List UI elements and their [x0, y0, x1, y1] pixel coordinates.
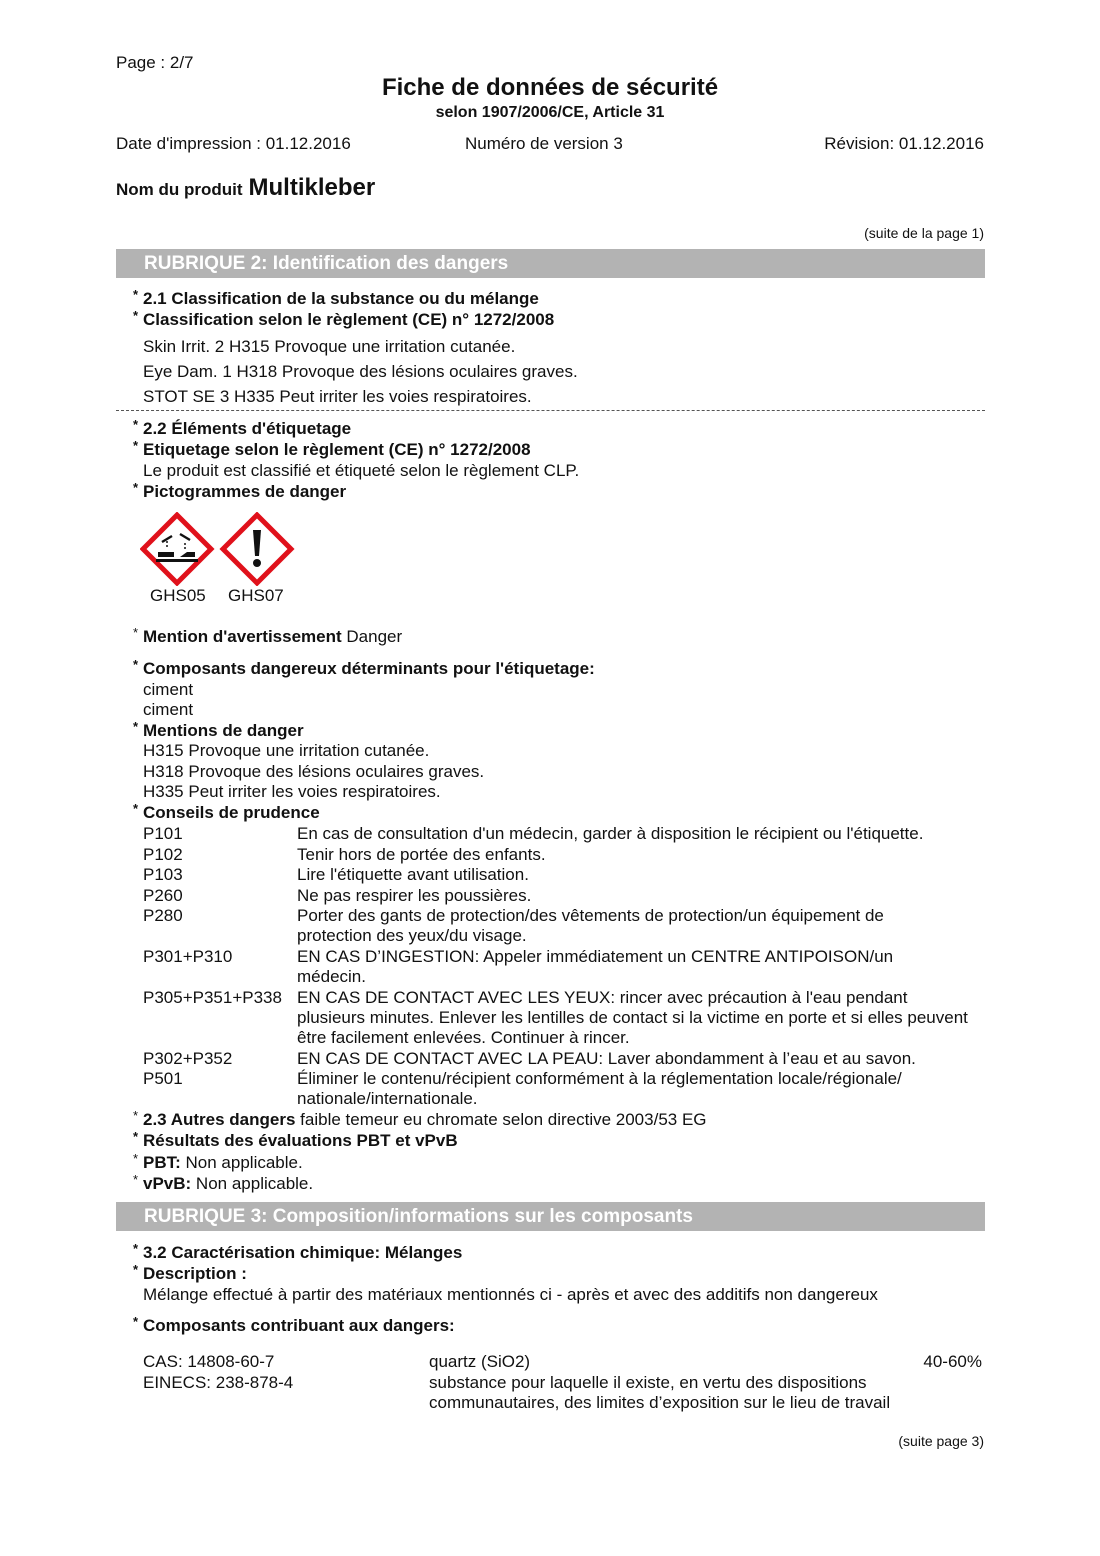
document-subtitle: selon 1907/2006/CE, Article 31: [435, 104, 665, 121]
section-2-header: RUBRIQUE 2: Identification des dangers: [116, 249, 985, 278]
concentration-range: 40-60%: [923, 1352, 982, 1371]
heading-classification: * Classification selon le règlement (CE) n° 1272/2008: [133, 308, 555, 329]
precaution-text: EN CAS DE CONTACT AVEC LES YEUX: rincer avec précaution à l'eau pendant plusieurs minutes. Enlever les lentilles de contact si la victime en porte et si elles peuvent être facilement enlevées. Continuer à rincer.: [297, 988, 968, 1047]
pictogram-label-ghs07: GHS07: [228, 586, 284, 605]
product-label: Nom du produit: [116, 180, 243, 199]
mixture-description: Mélange effectué à partir des matériaux mentionnés ci - après et avec des additifs non dangereux: [143, 1285, 878, 1304]
precaution-text: Tenir hors de portée des enfants.: [297, 845, 546, 864]
component-item: ciment: [143, 700, 194, 719]
heading-3-2: * 3.2 Caractérisation chimique: Mélanges: [133, 1241, 463, 1262]
heading-components: * Composants dangereux déterminants pour l'étiquetage:: [133, 657, 595, 678]
vpvb-row: * vPvB: Non applicable.: [133, 1172, 314, 1193]
ghs05-corrosion-icon: [143, 515, 211, 583]
section-3-header: RUBRIQUE 3: Composition/informations sur les composants: [116, 1202, 985, 1231]
continued-to: (suite page 3): [898, 1433, 984, 1449]
hazard-pictograms: [140, 512, 296, 586]
precaution-code: P103: [143, 865, 183, 884]
hazard-statement: H318 Provoque des lésions oculaires graves.: [143, 762, 485, 781]
hazard-statement: H335 Peut irriter les voies respiratoires.: [143, 782, 441, 801]
heading-pictograms: * Pictogrammes de danger: [133, 480, 347, 501]
heading-labelling: * Etiquetage selon le règlement (CE) n° 1272/2008: [133, 438, 531, 459]
heading-pbt-results: * Résultats des évaluations PBT et vPvB: [133, 1129, 458, 1150]
precaution-code: P302+P352: [143, 1049, 233, 1068]
clp-statement: Le produit est classifié et étiqueté selon le règlement CLP.: [143, 461, 580, 480]
einecs-number: EINECS: 238-878-4: [143, 1373, 294, 1392]
precaution-text: En cas de consultation d'un médecin, garder à disposition le récipient ou l'étiquette.: [297, 824, 924, 843]
revision-date: Révision: 01.12.2016: [824, 134, 984, 153]
document-title: Fiche de données de sécurité: [381, 74, 719, 101]
component-item: ciment: [143, 680, 194, 699]
classification-item: Skin Irrit. 2 H315 Provoque une irritation cutanée.: [143, 337, 516, 356]
product-name: Multikleber: [248, 174, 376, 201]
precaution-text: Ne pas respirer les poussières.: [297, 886, 532, 905]
signal-word-row: * Mention d'avertissement Danger: [133, 625, 403, 646]
precaution-code: P101: [143, 824, 183, 843]
heading-hazard-statements: * Mentions de danger: [133, 719, 304, 740]
heading-2-2: * 2.2 Éléments d'étiquetage: [133, 417, 352, 438]
ghs07-exclamation-icon: [223, 515, 291, 583]
hazard-statement: H315 Provoque une irritation cutanée.: [143, 741, 430, 760]
precaution-code: P260: [143, 886, 183, 905]
precaution-text: Lire l'étiquette avant utilisation.: [297, 865, 529, 884]
pictogram-label-ghs05: GHS05: [150, 586, 206, 605]
heading-2-1: * 2.1 Classification de la substance ou du mélange: [133, 287, 539, 308]
version-number: Numéro de version 3: [465, 134, 623, 153]
page-number: Page : 2/7: [116, 53, 194, 72]
precaution-code: P301+P310: [143, 947, 233, 966]
precaution-text: Porter des gants de protection/des vêtements de protection/un équipement de protection des yeux/du visage.: [297, 906, 884, 945]
substance-name: quartz (SiO2): [429, 1352, 531, 1371]
cas-number: CAS: 14808-60-7: [143, 1352, 275, 1371]
precaution-text: Éliminer le contenu/récipient conformément à la réglementation locale/régionale/ nationale/internationale.: [297, 1069, 902, 1108]
section-divider: [116, 410, 985, 411]
precaution-code: P305+P351+P338: [143, 988, 282, 1007]
precaution-code: P501: [143, 1069, 183, 1088]
pbt-row: * PBT: Non applicable.: [133, 1151, 303, 1172]
heading-contributing-components: * Composants contribuant aux dangers:: [133, 1314, 455, 1335]
precaution-code: P280: [143, 906, 183, 925]
heading-precautions: * Conseils de prudence: [133, 801, 320, 822]
signal-word: Danger: [346, 627, 403, 646]
precaution-code: P102: [143, 845, 183, 864]
print-date: Date d'impression : 01.12.2016: [116, 134, 351, 153]
classification-item: Eye Dam. 1 H318 Provoque des lésions oculaires graves.: [143, 362, 578, 381]
precaution-text: EN CAS DE CONTACT AVEC LA PEAU: Laver abondamment à l’eau et au savon.: [297, 1049, 916, 1068]
precaution-text: EN CAS D’INGESTION: Appeler immédiatement un CENTRE ANTIPOISON/un médecin.: [297, 947, 894, 986]
continued-from: (suite de la page 1): [864, 225, 984, 241]
substance-note: substance pour laquelle il existe, en vertu des dispositions communautaires, des limites d’exposition sur le lieu de travail: [429, 1373, 891, 1412]
heading-description: * Description :: [133, 1262, 247, 1283]
product-name-row: [116, 174, 375, 202]
other-hazards-row: * 2.3 Autres dangers faible temeur eu chromate selon directive 2003/53 EG: [133, 1108, 707, 1129]
classification-item: STOT SE 3 H335 Peut irriter les voies respiratoires.: [143, 387, 532, 406]
